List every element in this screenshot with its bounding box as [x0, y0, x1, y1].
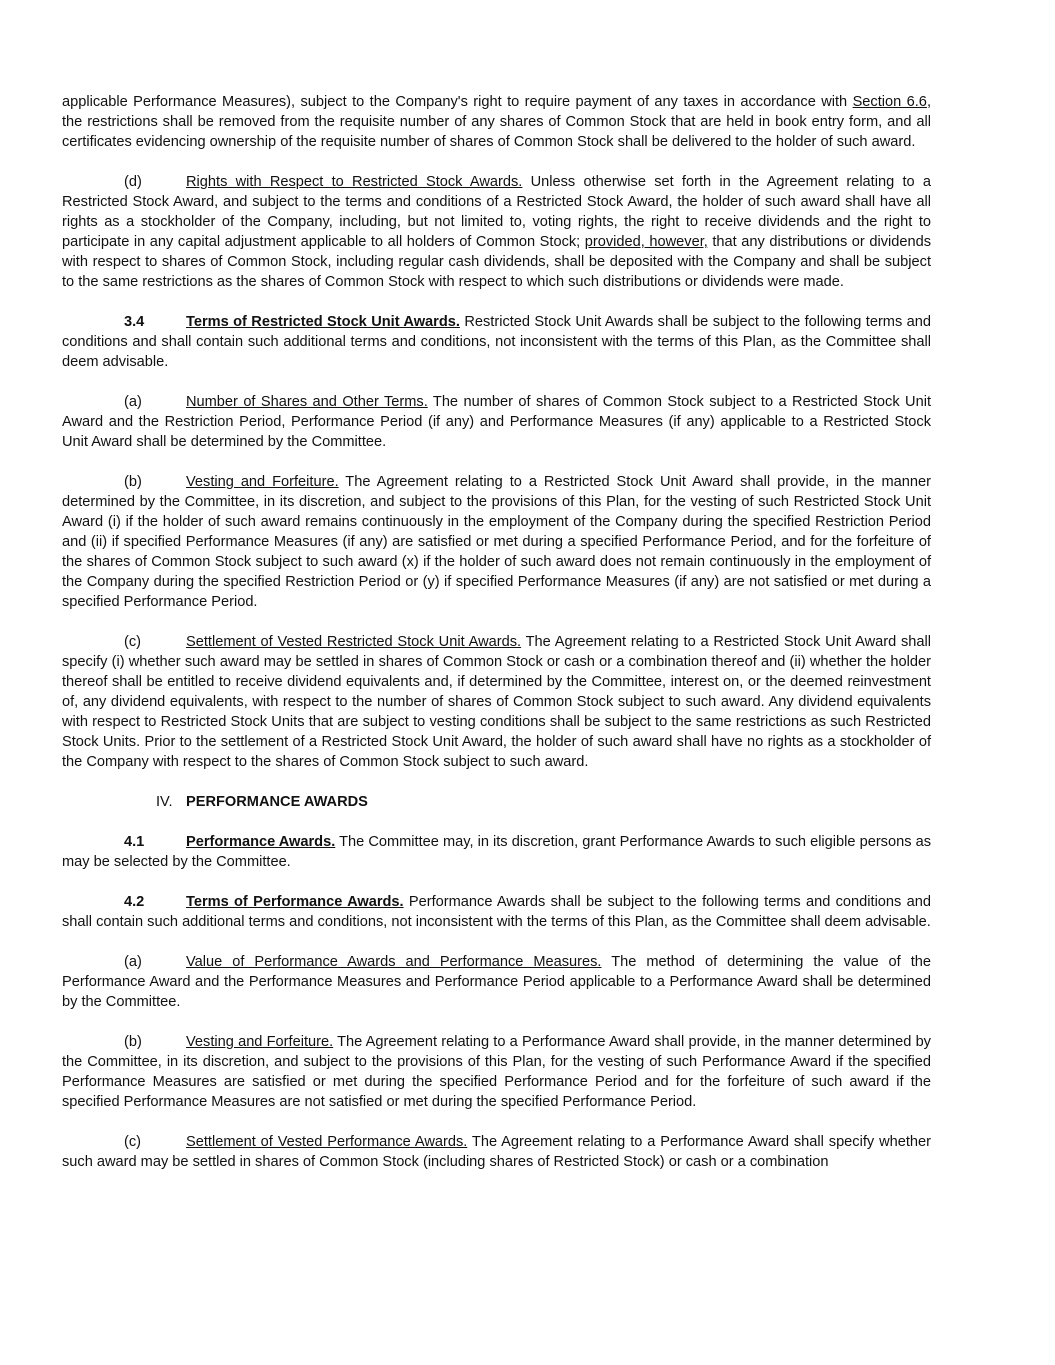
item-label: (c) — [124, 1134, 142, 1150]
paragraph-text: The Agreement relating to a Performance Award shall provide, in the manner determined by the Committee, in its discretion, and subject to the provisions of this Plan, for the vesting of such Performance Award if the specified Performance Measures are satisfied or met during the specified Performance Period and for the forfeiture of such award if the specified Performance Measures are not satisfied or met during the specified Performance Period. — [62, 1034, 931, 1110]
section-title: Terms of Performance Awards. — [186, 894, 404, 910]
item-title: Settlement of Vested Performance Awards. — [186, 1134, 468, 1150]
paragraph-text: The Committee may, in its discretion, grant Performance Awards to such eligible persons as may be selected by the Committee. — [62, 834, 932, 870]
section-3-4 — [62, 312, 931, 372]
paragraph-4-2-c — [62, 1132, 931, 1172]
paragraph-text: The method of determining the value of the Performance Award and the Performance Measures and Performance Period applicable to a Performance Award shall be determined by the Committee. — [62, 954, 932, 1010]
paragraph-text: Performance Awards shall be subject to the following terms and conditions and shall contain such additional terms and conditions, not inconsistent with the terms of this Plan, as the Committee shall deem advisable. — [62, 894, 931, 930]
item-title: Number of Shares and Other Terms. — [186, 394, 428, 410]
paragraph-text: The Agreement relating to a Performance Award shall specify whether such award may be settled in shares of Common Stock (including shares of Restricted Stock) or cash or a combination — [62, 1134, 931, 1170]
article-iv-heading — [62, 792, 931, 812]
paragraph-text: The Agreement relating to a Restricted Stock Unit Award shall provide, in the manner determined by the Committee, in its discretion, and subject to the provisions of this Plan, for the vesting of such Restricted Stock Unit Award (i) if the holder of such award remains continuously in the employment of the Company during the specified Restriction Period and (ii) if specified Performance Measures (if any) are satisfied or met during a specified Performance Period, and for the forfeiture of the shares of Common Stock subject to such award (x) if the holder of such award does not remain continuously in the employment of the Company during the specified Restriction Period or (y) if specified Performance Measures (if any) are not satisfied or met during a specified Performance Period. — [62, 474, 931, 610]
section-4-1 — [62, 832, 931, 872]
paragraph-text: The Agreement relating to a Restricted Stock Unit Award shall specify (i) whether such award may be settled in shares of Common Stock or cash or a combination thereof and (ii) whether the holder thereof shall be entitled to receive dividend equivalents and, if determined by the Committee, interest on, or the deemed reinvestment of, any dividend equivalents, with respect to the number of shares of Common Stock subject to such award. Any dividend equivalents with respect to Restricted Stock Units that are subject to vesting conditions shall be subject to the same restrictions as such Restricted Stock Units. Prior to the settlement of a Restricted Stock Unit Award, the holder of such award shall have no rights as a stockholder of the Company with respect to the shares of Common Stock subject to such award. — [62, 634, 931, 770]
section-number: 4.2 — [124, 894, 145, 910]
section-number: 3.4 — [124, 314, 145, 330]
proviso-text: provided, however, — [584, 234, 708, 250]
section-number: 4.1 — [124, 834, 145, 850]
item-label: (b) — [124, 474, 142, 490]
item-title: Vesting and Forfeiture. — [186, 1034, 334, 1050]
item-title: Rights with Respect to Restricted Stock Awards. — [186, 174, 523, 190]
item-title: Vesting and Forfeiture. — [186, 474, 339, 490]
item-label: (c) — [124, 634, 142, 650]
paragraph-3-3-d — [62, 172, 931, 292]
section-4-2 — [62, 892, 931, 932]
paragraph-3-4-b — [62, 472, 931, 612]
document-page — [62, 92, 931, 1192]
paragraph-4-2-b — [62, 1032, 931, 1112]
item-title: Settlement of Vested Restricted Stock Unit Awards. — [186, 634, 522, 650]
section-title: Terms of Restricted Stock Unit Awards. — [186, 314, 460, 330]
article-number: IV. — [156, 794, 173, 810]
item-label: (d) — [124, 174, 142, 190]
paragraph-4-2-a — [62, 952, 931, 1012]
paragraph-3-4-a — [62, 392, 931, 452]
paragraph-text: applicable Performance Measures), subject to the Company's right to require payment of any taxes in accordance with — [62, 94, 853, 110]
section-title: Performance Awards. — [186, 834, 336, 850]
article-title: PERFORMANCE AWARDS — [186, 794, 368, 810]
paragraph-3-4-c — [62, 632, 931, 772]
item-label: (a) — [124, 954, 142, 970]
paragraph-text: Unless otherwise set forth in the Agreement relating to a Restricted Stock Award, and subject to the terms and conditions of a Restricted Stock Award, the holder of such award shall have all rights as a stockholder of the Company, including, but not limited to, voting rights, the right to receive dividends and the right to participate in any capital adjustment applicable to all holders of Common Stock; — [62, 174, 931, 250]
paragraph-continuation — [62, 92, 931, 152]
paragraph-text: that any distributions or dividends with respect to shares of Common Stock, including regular cash dividends, shall be deposited with the Company and shall be subject to the same restrictions as the shares of Common Stock with respect to which such distributions or dividends were made. — [62, 234, 931, 290]
section-6-6-reference: Section 6.6 — [852, 94, 927, 110]
item-label: (b) — [124, 1034, 142, 1050]
item-title: Value of Performance Awards and Performance Measures. — [186, 954, 602, 970]
item-label: (a) — [124, 394, 142, 410]
paragraph-text: , the restrictions shall be removed from the requisite number of any shares of Common Stock that are held in book entry form, and all certificates evidencing ownership of the requisite number of shares of Common Stock shall be delivered to the holder of such award. — [62, 94, 931, 150]
paragraph-text: Restricted Stock Unit Awards shall be subject to the following terms and conditions and shall contain such additional terms and conditions, not inconsistent with the terms of this Plan, as the Committee shall deem advisable. — [62, 314, 931, 370]
paragraph-text: The number of shares of Common Stock subject to a Restricted Stock Unit Award and the Restriction Period, Performance Period (if any) and Performance Measures (if any) applicable to a Restricted Stock Unit Award shall be determined by the Committee. — [62, 394, 932, 450]
